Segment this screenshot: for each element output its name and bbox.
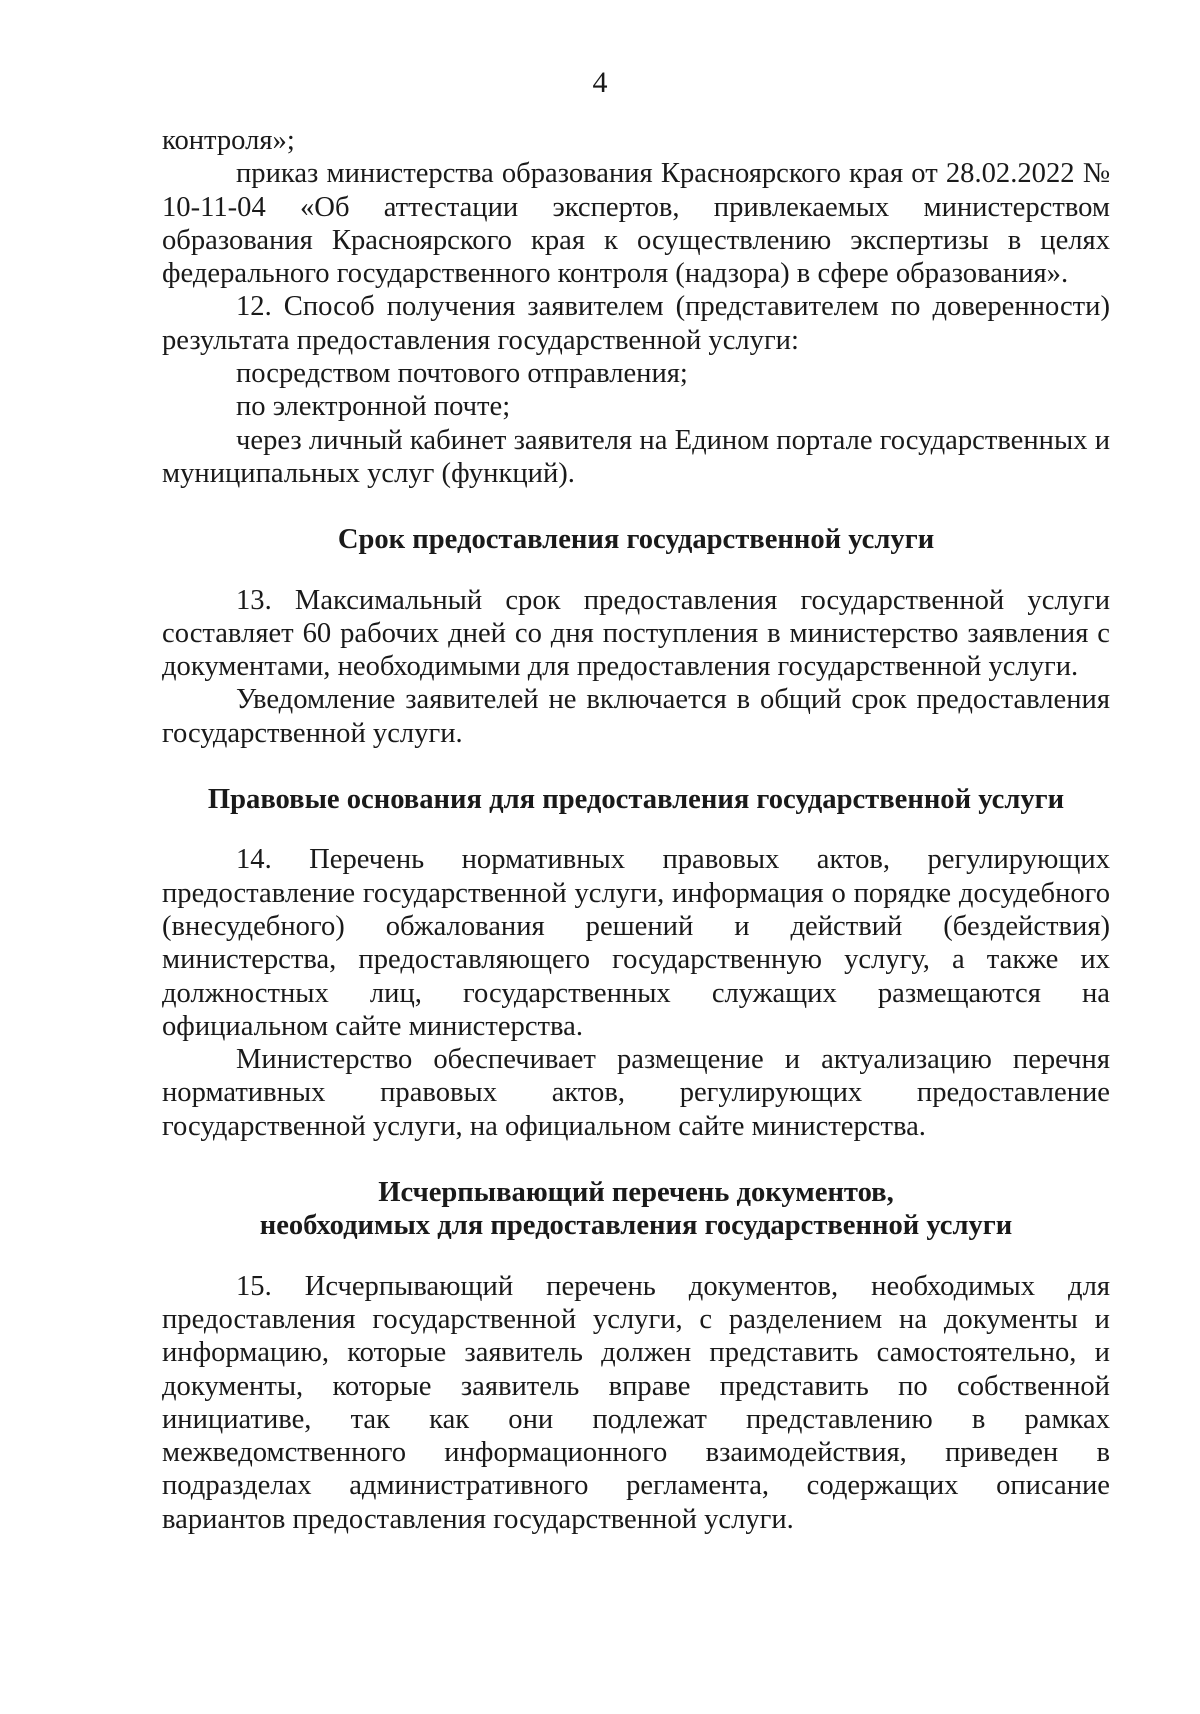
paragraph: 15. Исчерпывающий перечень документов, необходимых для предоставления государственной услуги, с разделением на документы и информацию, которые заявитель должен представить самостоятельно, и документы, которые заявитель вправе представить по собственной инициативе, так как они подлежат представлению в рамках межведомственного информационного взаимодействия, приведен в подразделах административного регламента, содержащих описание вариантов предоставления государственной услуги. <box>162 1270 1110 1535</box>
section-spacer <box>162 750 1110 783</box>
paragraph: через личный кабинет заявителя на Едином портале государственных и муниципальных услуг (функций). <box>162 424 1110 489</box>
section-heading-line: Правовые основания для предоставления государственной услуги <box>207 784 1065 816</box>
paragraph: посредством почтового отправления; <box>236 358 688 390</box>
section-heading-line: Срок предоставления государственной услуги <box>337 524 935 556</box>
paragraph: 14. Перечень нормативных правовых актов, регулирующих предоставление государственной услуги, информация о порядке досудебного (внесудебного) обжалования решений и действий (бездействия) министерства, предоставляющего государственную услугу, а также их должностных лиц, государственных служащих размещаются на официальном сайте министерства. <box>162 844 1110 1042</box>
section-spacer <box>162 1243 1110 1270</box>
section-heading <box>162 1176 1110 1243</box>
page-number: 4 <box>592 66 608 99</box>
section-heading <box>162 523 1110 556</box>
paragraph: 12. Способ получения заявителем (представителем по доверенности) результата предоставления государственной услуги: <box>162 291 1110 356</box>
section-spacer <box>162 816 1110 843</box>
section-spacer <box>162 1143 1110 1176</box>
section-heading-line: необходимых для предоставления государственной услуги <box>259 1210 1013 1242</box>
paragraph: по электронной почте; <box>236 391 511 423</box>
paragraph: 13. Максимальный срок предоставления государственной услуги составляет 60 рабочих дней со дня поступления в министерство заявления с документами, необходимыми для предоставления государственной услуги. <box>162 584 1110 683</box>
paragraph: контроля»; <box>162 125 295 156</box>
document-body <box>162 124 1110 1536</box>
paragraph: Министерство обеспечивает размещение и актуализацию перечня нормативных правовых актов, регулирующих предоставление государственной услуги, на официальном сайте министерства. <box>162 1044 1110 1142</box>
section-heading <box>162 783 1110 816</box>
section-spacer <box>162 490 1110 523</box>
section-heading-line: Исчерпывающий перечень документов, <box>378 1177 894 1209</box>
paragraph: Уведомление заявителей не включается в общий срок предоставления государственной услуги. <box>162 684 1110 749</box>
section-spacer <box>162 557 1110 584</box>
paragraph: приказ министерства образования Красноярского края от 28.02.2022 № 10-11-04 «Об аттестации экспертов, привлекаемых министерством образования Красноярского края к осуществлению экспертизы в целях федерального государственного контроля (надзора) в сфере образования». <box>162 158 1110 290</box>
